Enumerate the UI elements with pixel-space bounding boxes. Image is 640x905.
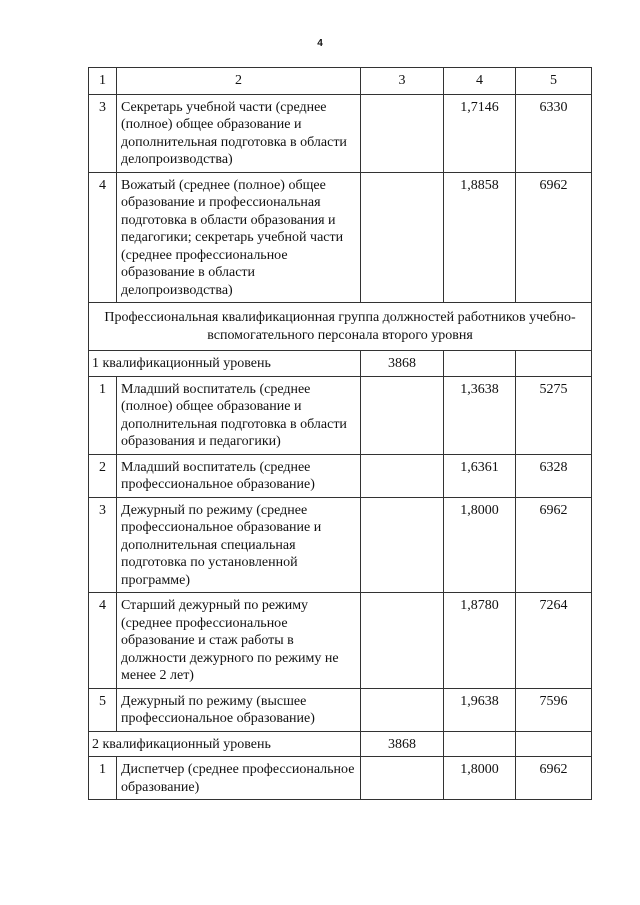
table-header-row (89, 68, 592, 95)
header-cell: 1 (89, 68, 117, 95)
coefficient: 1,8000 (444, 497, 516, 593)
salary: 6330 (516, 94, 592, 172)
salary: 6328 (516, 454, 592, 497)
coefficient: 1,8000 (444, 757, 516, 800)
base-salary (361, 94, 444, 172)
coefficient: 1,9638 (444, 688, 516, 731)
position-description: Младший воспитатель (среднее профессиональное образование) (117, 454, 361, 497)
table-row (89, 172, 592, 303)
qualification-group-title: Профессиональная квалификационная группа должностей работников учебно-вспомогательного персонала второго уровня (89, 303, 592, 351)
salary: 7264 (516, 593, 592, 689)
empty-cell (444, 731, 516, 757)
base-salary (361, 593, 444, 689)
header-cell: 5 (516, 68, 592, 95)
coefficient: 1,8780 (444, 593, 516, 689)
group-row (89, 303, 592, 351)
base-salary (361, 454, 444, 497)
coefficient: 1,3638 (444, 376, 516, 454)
base-salary (361, 376, 444, 454)
base-salary: 3868 (361, 731, 444, 757)
table-row (89, 593, 592, 689)
coefficient: 1,7146 (444, 94, 516, 172)
position-description: Младший воспитатель (среднее (полное) общее образование и дополнительная подготовка в области образования и педагогики) (117, 376, 361, 454)
table-row (89, 94, 592, 172)
header-cell: 4 (444, 68, 516, 95)
qualification-level: 2 квалификационный уровень (89, 731, 361, 757)
row-number: 5 (89, 688, 117, 731)
empty-cell (444, 351, 516, 377)
header-cell: 2 (117, 68, 361, 95)
coefficient: 1,6361 (444, 454, 516, 497)
salary: 7596 (516, 688, 592, 731)
table-row (89, 497, 592, 593)
position-description: Дежурный по режиму (среднее профессиональное образование и дополнительная специальная подготовка по установленной программе) (117, 497, 361, 593)
table-row (89, 376, 592, 454)
table-row (89, 757, 592, 800)
row-number: 3 (89, 497, 117, 593)
table-row (89, 454, 592, 497)
base-salary (361, 688, 444, 731)
coefficient: 1,8858 (444, 172, 516, 303)
position-description: Диспетчер (среднее профессиональное образование) (117, 757, 361, 800)
salary: 5275 (516, 376, 592, 454)
row-number: 2 (89, 454, 117, 497)
salary: 6962 (516, 757, 592, 800)
qualification-level: 1 квалификационный уровень (89, 351, 361, 377)
salary-table (88, 67, 592, 800)
salary: 6962 (516, 172, 592, 303)
header-cell: 3 (361, 68, 444, 95)
salary: 6962 (516, 497, 592, 593)
table-row (89, 688, 592, 731)
base-salary: 3868 (361, 351, 444, 377)
row-number: 1 (89, 376, 117, 454)
base-salary (361, 497, 444, 593)
level-row (89, 351, 592, 377)
empty-cell (516, 351, 592, 377)
row-number: 3 (89, 94, 117, 172)
row-number: 4 (89, 593, 117, 689)
position-description: Старший дежурный по режиму (среднее профессиональное образование и стаж работы в должности дежурного по режиму не менее 2 лет) (117, 593, 361, 689)
row-number: 4 (89, 172, 117, 303)
page-number: 4 (317, 38, 323, 49)
base-salary (361, 757, 444, 800)
position-description: Вожатый (среднее (полное) общее образование и профессиональная подготовка в области образования и педагогики; секретарь учебной части (среднее профессиональное образование в области делопроизводства) (117, 172, 361, 303)
position-description: Дежурный по режиму (высшее профессиональное образование) (117, 688, 361, 731)
level-row (89, 731, 592, 757)
position-description: Секретарь учебной части (среднее (полное) общее образование и дополнительная подготовка в области делопроизводства) (117, 94, 361, 172)
empty-cell (516, 731, 592, 757)
row-number: 1 (89, 757, 117, 800)
base-salary (361, 172, 444, 303)
